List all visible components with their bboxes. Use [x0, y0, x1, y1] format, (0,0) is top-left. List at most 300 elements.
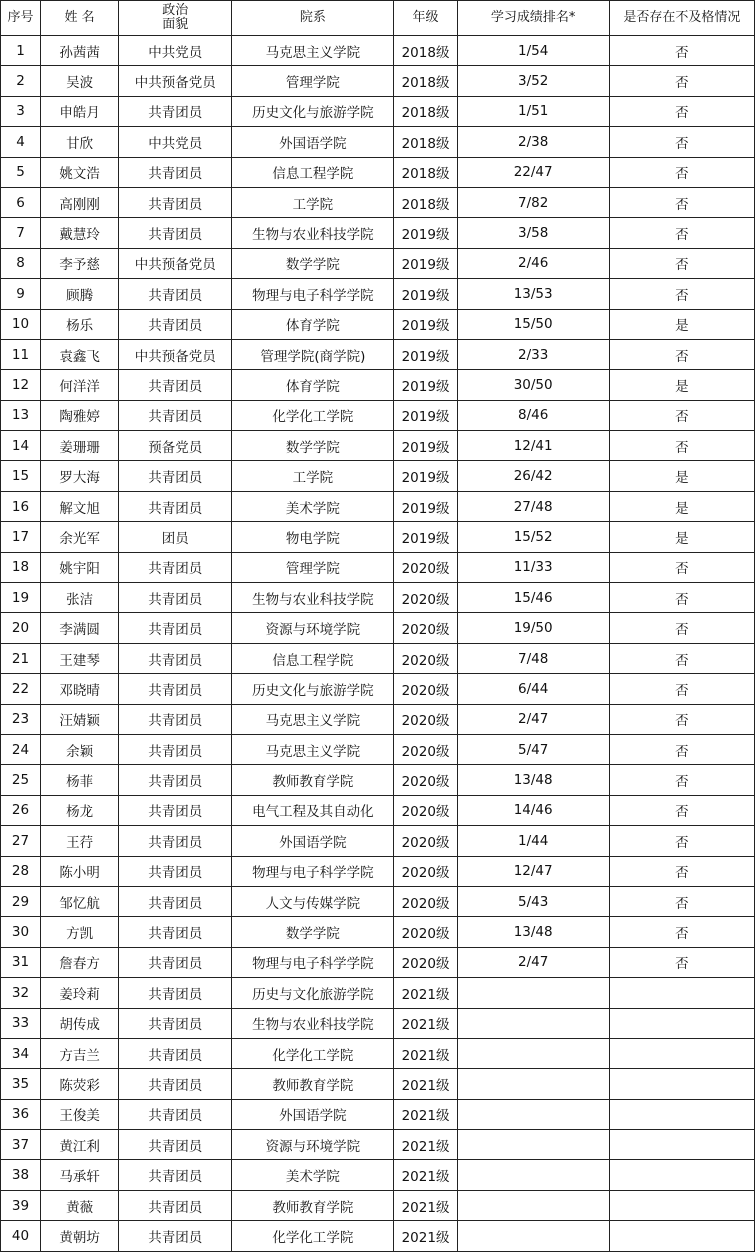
cell-rank: [457, 1008, 609, 1038]
cell-no: 2: [1, 66, 41, 96]
cell-fail: 否: [609, 400, 754, 430]
cell-fail: 否: [609, 583, 754, 613]
cell-fail: 否: [609, 886, 754, 916]
table-row: [1, 947, 755, 977]
cell-name: 姚文浩: [41, 157, 119, 187]
cell-no: 8: [1, 248, 41, 278]
cell-no: 14: [1, 431, 41, 461]
table-row: [1, 1190, 755, 1220]
cell-fail: 否: [609, 917, 754, 947]
cell-name: 姚宇阳: [41, 552, 119, 582]
cell-rank: 30/50: [457, 370, 609, 400]
cell-political: 共青团员: [119, 643, 232, 673]
cell-rank: [457, 1069, 609, 1099]
cell-political: 共青团员: [119, 704, 232, 734]
cell-fail: [609, 1069, 754, 1099]
cell-dept: 信息工程学院: [232, 643, 394, 673]
table-row: [1, 704, 755, 734]
cell-political: 共青团员: [119, 583, 232, 613]
cell-grade: 2020级: [394, 704, 457, 734]
cell-grade: 2019级: [394, 461, 457, 491]
cell-name: 邹忆航: [41, 886, 119, 916]
cell-no: 7: [1, 218, 41, 248]
cell-political: 共青团员: [119, 1069, 232, 1099]
cell-grade: 2020级: [394, 886, 457, 916]
cell-rank: 19/50: [457, 613, 609, 643]
cell-fail: 否: [609, 127, 754, 157]
cell-grade: 2019级: [394, 400, 457, 430]
cell-dept: 管理学院: [232, 552, 394, 582]
cell-political: 共青团员: [119, 1160, 232, 1190]
cell-fail: [609, 1038, 754, 1068]
cell-dept: 物理与电子科学学院: [232, 279, 394, 309]
cell-dept: 历史与文化旅游学院: [232, 978, 394, 1008]
cell-no: 15: [1, 461, 41, 491]
cell-rank: 27/48: [457, 491, 609, 521]
cell-no: 29: [1, 886, 41, 916]
cell-dept: 电气工程及其自动化: [232, 795, 394, 825]
cell-rank: 8/46: [457, 400, 609, 430]
cell-no: 20: [1, 613, 41, 643]
cell-no: 39: [1, 1190, 41, 1220]
cell-name: 方吉兰: [41, 1038, 119, 1068]
cell-dept: 体育学院: [232, 370, 394, 400]
cell-fail: [609, 1160, 754, 1190]
cell-political: 共青团员: [119, 552, 232, 582]
cell-rank: 5/47: [457, 734, 609, 764]
cell-fail: 否: [609, 96, 754, 126]
cell-fail: 否: [609, 157, 754, 187]
cell-rank: 12/41: [457, 431, 609, 461]
cell-rank: 7/82: [457, 187, 609, 217]
cell-grade: 2020级: [394, 917, 457, 947]
cell-no: 38: [1, 1160, 41, 1190]
cell-fail: 是: [609, 370, 754, 400]
cell-rank: [457, 1038, 609, 1068]
table-row: [1, 583, 755, 613]
cell-name: 方凯: [41, 917, 119, 947]
cell-grade: 2021级: [394, 1099, 457, 1129]
header-row: [1, 1, 755, 36]
cell-no: 25: [1, 765, 41, 795]
cell-fail: 否: [609, 431, 754, 461]
table-row: [1, 187, 755, 217]
cell-dept: 生物与农业科技学院: [232, 1008, 394, 1038]
cell-rank: 13/48: [457, 765, 609, 795]
cell-no: 23: [1, 704, 41, 734]
cell-political: 共青团员: [119, 1008, 232, 1038]
cell-dept: 资源与环境学院: [232, 1130, 394, 1160]
header-political: [119, 1, 232, 36]
cell-rank: [457, 1190, 609, 1220]
cell-grade: 2019级: [394, 309, 457, 339]
cell-grade: 2020级: [394, 765, 457, 795]
table-row: [1, 1130, 755, 1160]
cell-rank: [457, 1160, 609, 1190]
cell-fail: 否: [609, 66, 754, 96]
cell-rank: 7/48: [457, 643, 609, 673]
cell-name: 余颖: [41, 734, 119, 764]
cell-political: 共青团员: [119, 461, 232, 491]
table-row: [1, 1069, 755, 1099]
cell-dept: 外国语学院: [232, 826, 394, 856]
table-row: [1, 248, 755, 278]
cell-political: 共青团员: [119, 400, 232, 430]
cell-grade: 2020级: [394, 643, 457, 673]
cell-dept: 马克思主义学院: [232, 36, 394, 66]
cell-grade: 2020级: [394, 856, 457, 886]
header-political-line2: 面貌: [162, 17, 189, 32]
cell-name: 杨乐: [41, 309, 119, 339]
cell-dept: 人文与传媒学院: [232, 886, 394, 916]
cell-grade: 2021级: [394, 1069, 457, 1099]
table-row: [1, 127, 755, 157]
cell-no: 9: [1, 279, 41, 309]
cell-rank: 26/42: [457, 461, 609, 491]
cell-political: 共青团员: [119, 370, 232, 400]
cell-no: 17: [1, 522, 41, 552]
cell-rank: [457, 978, 609, 1008]
cell-dept: 物理与电子科学学院: [232, 856, 394, 886]
cell-fail: 否: [609, 552, 754, 582]
cell-dept: 数学学院: [232, 248, 394, 278]
cell-dept: 历史文化与旅游学院: [232, 674, 394, 704]
table-row: [1, 431, 755, 461]
cell-grade: 2021级: [394, 978, 457, 1008]
cell-rank: 3/58: [457, 218, 609, 248]
table-row: [1, 491, 755, 521]
cell-dept: 数学学院: [232, 431, 394, 461]
cell-grade: 2018级: [394, 66, 457, 96]
cell-grade: 2019级: [394, 370, 457, 400]
cell-name: 黄朝坊: [41, 1221, 119, 1251]
cell-no: 37: [1, 1130, 41, 1160]
cell-fail: 否: [609, 704, 754, 734]
table-row: [1, 400, 755, 430]
cell-name: 甘欣: [41, 127, 119, 157]
cell-rank: 15/46: [457, 583, 609, 613]
cell-grade: 2021级: [394, 1160, 457, 1190]
cell-dept: 物理与电子科学学院: [232, 947, 394, 977]
cell-political: 共青团员: [119, 613, 232, 643]
cell-political: 共青团员: [119, 947, 232, 977]
cell-political: 共青团员: [119, 917, 232, 947]
cell-rank: 22/47: [457, 157, 609, 187]
cell-rank: 5/43: [457, 886, 609, 916]
cell-political: 共青团员: [119, 1038, 232, 1068]
cell-grade: 2019级: [394, 522, 457, 552]
cell-name: 罗大海: [41, 461, 119, 491]
cell-grade: 2020级: [394, 613, 457, 643]
cell-no: 34: [1, 1038, 41, 1068]
cell-fail: 否: [609, 734, 754, 764]
cell-dept: 资源与环境学院: [232, 613, 394, 643]
cell-grade: 2020级: [394, 795, 457, 825]
cell-political: 共青团员: [119, 674, 232, 704]
cell-no: 24: [1, 734, 41, 764]
cell-rank: 1/54: [457, 36, 609, 66]
cell-dept: 美术学院: [232, 1160, 394, 1190]
cell-fail: 是: [609, 461, 754, 491]
cell-political: 团员: [119, 522, 232, 552]
table-row: [1, 734, 755, 764]
cell-name: 陈荧彩: [41, 1069, 119, 1099]
cell-dept: 物电学院: [232, 522, 394, 552]
cell-political: 共青团员: [119, 187, 232, 217]
cell-name: 黄薇: [41, 1190, 119, 1220]
table-body: [1, 36, 755, 1252]
cell-fail: 否: [609, 856, 754, 886]
cell-no: 1: [1, 36, 41, 66]
cell-name: 吴波: [41, 66, 119, 96]
cell-political: 共青团员: [119, 795, 232, 825]
cell-name: 余光军: [41, 522, 119, 552]
cell-name: 戴慧玲: [41, 218, 119, 248]
cell-political: 预备党员: [119, 431, 232, 461]
cell-grade: 2018级: [394, 157, 457, 187]
table-row: [1, 826, 755, 856]
cell-no: 13: [1, 400, 41, 430]
cell-political: 共青团员: [119, 96, 232, 126]
cell-rank: [457, 1099, 609, 1129]
table-row: [1, 522, 755, 552]
cell-fail: 否: [609, 36, 754, 66]
table-header: [1, 1, 755, 36]
cell-no: 36: [1, 1099, 41, 1129]
cell-grade: 2019级: [394, 248, 457, 278]
cell-grade: 2021级: [394, 1190, 457, 1220]
cell-political: 共青团员: [119, 309, 232, 339]
cell-fail: [609, 1099, 754, 1129]
cell-name: 高刚刚: [41, 187, 119, 217]
cell-fail: [609, 1221, 754, 1251]
cell-no: 21: [1, 643, 41, 673]
cell-grade: 2019级: [394, 279, 457, 309]
table-row: [1, 643, 755, 673]
cell-rank: 2/33: [457, 339, 609, 369]
cell-dept: 历史文化与旅游学院: [232, 96, 394, 126]
cell-grade: 2019级: [394, 339, 457, 369]
cell-dept: 生物与农业科技学院: [232, 583, 394, 613]
cell-name: 李满圆: [41, 613, 119, 643]
cell-political: 共青团员: [119, 826, 232, 856]
cell-no: 33: [1, 1008, 41, 1038]
cell-grade: 2021级: [394, 1008, 457, 1038]
cell-political: 共青团员: [119, 734, 232, 764]
cell-grade: 2021级: [394, 1038, 457, 1068]
cell-political: 共青团员: [119, 765, 232, 795]
cell-fail: [609, 978, 754, 1008]
cell-no: 10: [1, 309, 41, 339]
header-dept: 院系: [232, 1, 394, 36]
cell-no: 5: [1, 157, 41, 187]
cell-no: 26: [1, 795, 41, 825]
cell-grade: 2020级: [394, 552, 457, 582]
cell-grade: 2018级: [394, 36, 457, 66]
cell-dept: 外国语学院: [232, 127, 394, 157]
cell-fail: 否: [609, 765, 754, 795]
cell-grade: 2018级: [394, 187, 457, 217]
cell-no: 19: [1, 583, 41, 613]
cell-political: 共青团员: [119, 157, 232, 187]
cell-grade: 2018级: [394, 127, 457, 157]
table-row: [1, 66, 755, 96]
cell-no: 12: [1, 370, 41, 400]
header-rank: 学习成绩排名*: [457, 1, 609, 36]
table-row: [1, 370, 755, 400]
cell-name: 胡传成: [41, 1008, 119, 1038]
table-row: [1, 765, 755, 795]
cell-grade: 2020级: [394, 583, 457, 613]
cell-name: 马承轩: [41, 1160, 119, 1190]
cell-dept: 信息工程学院: [232, 157, 394, 187]
cell-political: 中共党员: [119, 36, 232, 66]
cell-dept: 化学化工学院: [232, 1221, 394, 1251]
cell-fail: 否: [609, 613, 754, 643]
cell-grade: 2020级: [394, 674, 457, 704]
header-name: 姓 名: [41, 1, 119, 36]
table-row: [1, 36, 755, 66]
cell-rank: 15/50: [457, 309, 609, 339]
cell-fail: 否: [609, 218, 754, 248]
cell-rank: 13/48: [457, 917, 609, 947]
table-row: [1, 856, 755, 886]
header-political-line1: 政治: [162, 3, 189, 18]
cell-name: 姜珊珊: [41, 431, 119, 461]
cell-name: 孙茜茜: [41, 36, 119, 66]
cell-no: 22: [1, 674, 41, 704]
cell-fail: [609, 1008, 754, 1038]
cell-rank: 2/47: [457, 704, 609, 734]
cell-no: 27: [1, 826, 41, 856]
cell-fail: 否: [609, 947, 754, 977]
cell-name: 袁鑫飞: [41, 339, 119, 369]
table-row: [1, 157, 755, 187]
cell-fail: 否: [609, 826, 754, 856]
table-row: [1, 886, 755, 916]
cell-rank: 1/44: [457, 826, 609, 856]
cell-name: 顾腾: [41, 279, 119, 309]
table-row: [1, 279, 755, 309]
cell-fail: 否: [609, 339, 754, 369]
cell-rank: [457, 1221, 609, 1251]
cell-no: 31: [1, 947, 41, 977]
cell-grade: 2019级: [394, 218, 457, 248]
cell-fail: 否: [609, 187, 754, 217]
cell-fail: 是: [609, 309, 754, 339]
table-row: [1, 309, 755, 339]
cell-rank: 12/47: [457, 856, 609, 886]
cell-political: 共青团员: [119, 1221, 232, 1251]
cell-name: 王建琴: [41, 643, 119, 673]
cell-name: 姜玲莉: [41, 978, 119, 1008]
cell-no: 35: [1, 1069, 41, 1099]
cell-name: 汪婧颖: [41, 704, 119, 734]
cell-dept: 美术学院: [232, 491, 394, 521]
cell-fail: [609, 1190, 754, 1220]
cell-fail: 否: [609, 795, 754, 825]
table-row: [1, 978, 755, 1008]
cell-name: 邓晓晴: [41, 674, 119, 704]
cell-name: 陶雅婷: [41, 400, 119, 430]
cell-grade: 2019级: [394, 491, 457, 521]
header-fail: 是否存在不及格情况: [609, 1, 754, 36]
table-row: [1, 339, 755, 369]
cell-rank: 2/46: [457, 248, 609, 278]
cell-rank: 3/52: [457, 66, 609, 96]
table-row: [1, 96, 755, 126]
cell-grade: 2018级: [394, 96, 457, 126]
cell-political: 共青团员: [119, 978, 232, 1008]
cell-no: 18: [1, 552, 41, 582]
cell-name: 王俊美: [41, 1099, 119, 1129]
cell-grade: 2020级: [394, 734, 457, 764]
cell-rank: 6/44: [457, 674, 609, 704]
cell-no: 3: [1, 96, 41, 126]
cell-name: 陈小明: [41, 856, 119, 886]
cell-political: 中共预备党员: [119, 66, 232, 96]
cell-dept: 马克思主义学院: [232, 704, 394, 734]
cell-name: 张洁: [41, 583, 119, 613]
cell-rank: 15/52: [457, 522, 609, 552]
table-row: [1, 218, 755, 248]
cell-name: 解文旭: [41, 491, 119, 521]
header-no: 序号: [1, 1, 41, 36]
table-row: [1, 795, 755, 825]
table-row: [1, 461, 755, 491]
cell-rank: 2/38: [457, 127, 609, 157]
cell-dept: 工学院: [232, 461, 394, 491]
cell-dept: 教师教育学院: [232, 1069, 394, 1099]
table-row: [1, 1160, 755, 1190]
cell-no: 32: [1, 978, 41, 1008]
cell-political: 中共预备党员: [119, 339, 232, 369]
cell-no: 16: [1, 491, 41, 521]
table-row: [1, 1099, 755, 1129]
cell-grade: 2021级: [394, 1130, 457, 1160]
cell-grade: 2021级: [394, 1221, 457, 1251]
cell-political: 共青团员: [119, 491, 232, 521]
cell-dept: 数学学院: [232, 917, 394, 947]
cell-no: 28: [1, 856, 41, 886]
cell-dept: 管理学院(商学院): [232, 339, 394, 369]
cell-dept: 教师教育学院: [232, 765, 394, 795]
cell-political: 共青团员: [119, 1099, 232, 1129]
cell-political: 共青团员: [119, 218, 232, 248]
table-row: [1, 552, 755, 582]
table-row: [1, 917, 755, 947]
table-row: [1, 674, 755, 704]
cell-no: 30: [1, 917, 41, 947]
cell-rank: 13/53: [457, 279, 609, 309]
cell-name: 王荇: [41, 826, 119, 856]
cell-rank: 2/47: [457, 947, 609, 977]
cell-rank: 14/46: [457, 795, 609, 825]
cell-fail: 否: [609, 674, 754, 704]
cell-fail: 是: [609, 491, 754, 521]
cell-rank: 11/33: [457, 552, 609, 582]
cell-grade: 2020级: [394, 947, 457, 977]
cell-fail: 否: [609, 643, 754, 673]
header-grade: 年级: [394, 1, 457, 36]
cell-dept: 外国语学院: [232, 1099, 394, 1129]
table-row: [1, 1038, 755, 1068]
cell-dept: 马克思主义学院: [232, 734, 394, 764]
cell-fail: [609, 1130, 754, 1160]
cell-name: 申皓月: [41, 96, 119, 126]
cell-name: 何洋洋: [41, 370, 119, 400]
cell-name: 杨龙: [41, 795, 119, 825]
